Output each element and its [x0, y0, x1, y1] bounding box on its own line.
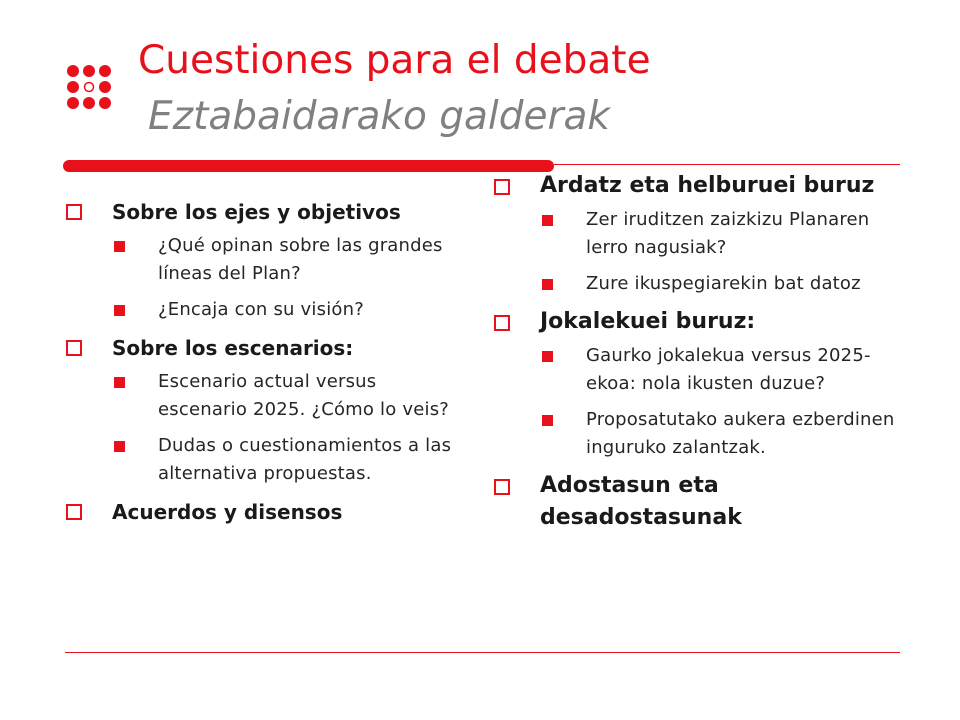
- basque-column: [494, 170, 910, 538]
- topic-heading: [66, 496, 462, 528]
- dotted-logo-icon: [66, 64, 112, 110]
- question-text: ¿Qué opinan sobre las grandes líneas del Plan?: [158, 235, 443, 284]
- question-item: [494, 270, 910, 298]
- question-item: [494, 406, 910, 462]
- hollow-square-bullet-icon: [66, 340, 82, 356]
- topic-heading-text: Acuerdos y disensos: [112, 500, 343, 524]
- topic-heading: [66, 196, 462, 228]
- question-item: [66, 232, 462, 288]
- question-text: Proposatutako aukera ezberdinen inguruko zalantzak.: [586, 409, 895, 458]
- hollow-square-bullet-icon: [66, 504, 82, 520]
- question-item: [494, 206, 910, 262]
- filled-square-bullet-icon: [542, 351, 553, 362]
- topic-heading-text: Ardatz eta helburuei buruz: [540, 173, 875, 198]
- filled-square-bullet-icon: [114, 441, 125, 452]
- slide-subtitle: Eztabaidarako galderak: [148, 94, 610, 139]
- question-text: Dudas o cuestionamientos a las alternativa propuestas.: [158, 435, 452, 484]
- hollow-square-bullet-icon: [494, 479, 510, 495]
- question-text: ¿Encaja con su visión?: [158, 299, 364, 320]
- slide-title: Cuestiones para el debate: [138, 38, 651, 83]
- filled-square-bullet-icon: [542, 215, 553, 226]
- topic-heading: [494, 470, 910, 534]
- question-item: [66, 432, 462, 488]
- topic-heading-text: Sobre los escenarios:: [112, 336, 354, 360]
- question-text: Escenario actual versus escenario 2025. ¿Cómo lo veis?: [158, 371, 450, 420]
- question-item: [494, 342, 910, 398]
- topic-heading: [494, 170, 910, 202]
- hollow-square-bullet-icon: [66, 204, 82, 220]
- topic-heading-text: Jokalekuei buruz:: [540, 309, 756, 334]
- question-item: [66, 368, 462, 424]
- topic-heading-text: Adostasun eta desadostasunak: [540, 473, 742, 530]
- filled-square-bullet-icon: [114, 241, 125, 252]
- spanish-column: [66, 196, 462, 532]
- question-text: Zure ikuspegiarekin bat datoz: [586, 273, 861, 294]
- filled-square-bullet-icon: [114, 377, 125, 388]
- filled-square-bullet-icon: [542, 415, 553, 426]
- bottom-rule-line: [65, 652, 900, 653]
- topic-heading: [494, 306, 910, 338]
- hollow-square-bullet-icon: [494, 179, 510, 195]
- top-rule-line: [554, 164, 900, 165]
- filled-square-bullet-icon: [114, 305, 125, 316]
- filled-square-bullet-icon: [542, 279, 553, 290]
- title-divider-bar: [63, 160, 554, 172]
- hollow-square-bullet-icon: [494, 315, 510, 331]
- question-item: [66, 296, 462, 324]
- topic-heading: [66, 332, 462, 364]
- question-text: Zer iruditzen zaizkizu Planaren lerro nagusiak?: [586, 209, 870, 258]
- question-text: Gaurko jokalekua versus 2025-ekoa: nola ikusten duzue?: [586, 345, 871, 394]
- topic-heading-text: Sobre los ejes y objetivos: [112, 200, 401, 224]
